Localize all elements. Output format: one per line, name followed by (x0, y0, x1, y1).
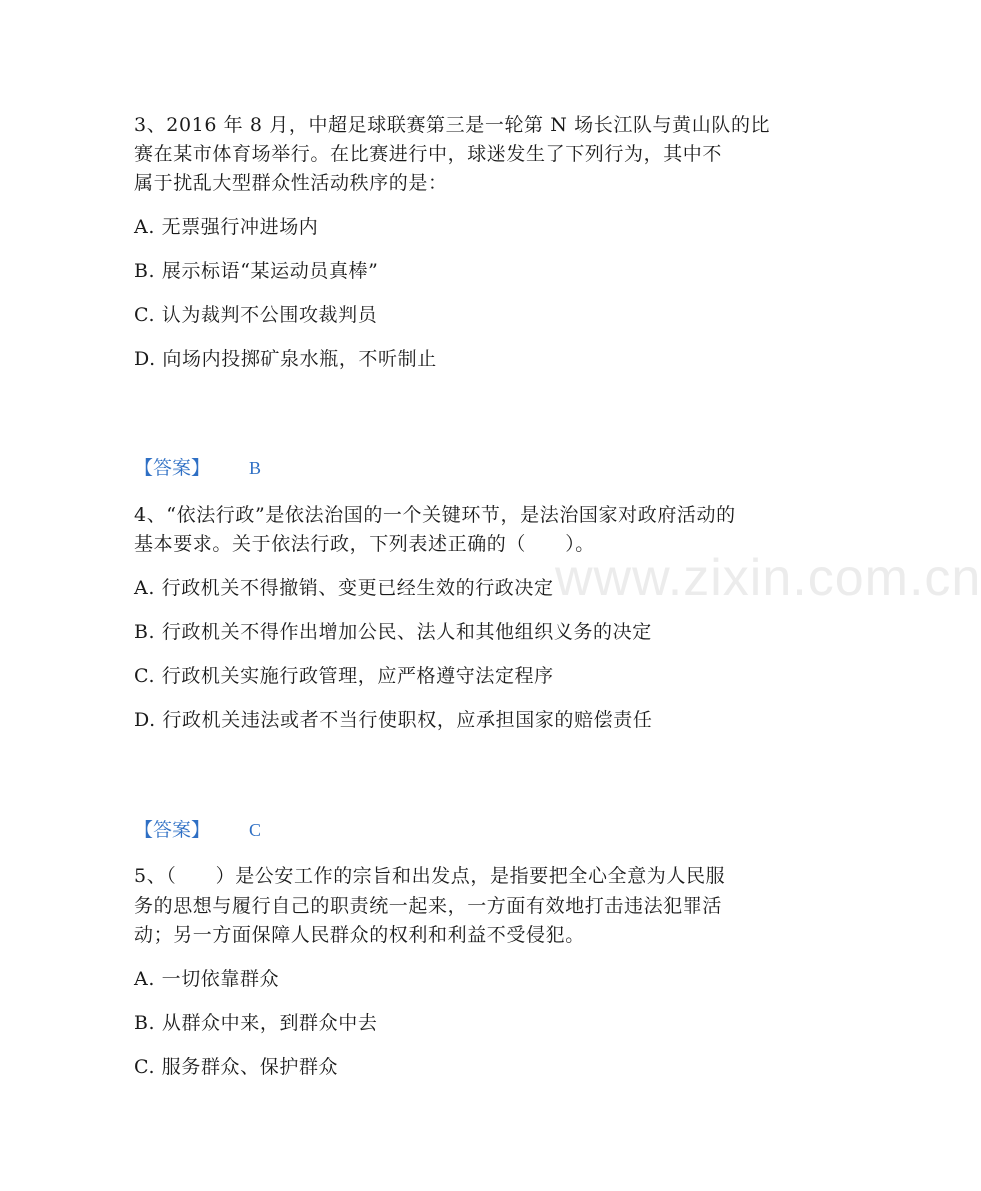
question-stem-line: 赛在某市体育场举行。在比赛进行中，球迷发生了下列行为，其中不 (134, 143, 723, 165)
answer-label: 【答案】 (134, 457, 211, 479)
question-stem-line: 动；另一方面保障人民群众的权利和利益不受侵犯。 (134, 924, 585, 946)
question-stem-line: 4、“依法行政”是依法治国的一个关键环节，是法治国家对政府活动的 (134, 504, 736, 526)
option-a: A. 无票强行冲进场内 (134, 216, 319, 238)
answer-value: C (249, 820, 262, 840)
option-c: C. 行政机关实施行政管理，应严格遵守法定程序 (134, 665, 554, 687)
answer-value: B (249, 458, 262, 478)
option-b: B. 行政机关不得作出增加公民、法人和其他组织义务的决定 (134, 621, 652, 643)
question-stem-line: 基本要求。关于依法行政，下列表述正确的（ ）。 (134, 533, 595, 555)
option-c: C. 服务群众、保护群众 (134, 1056, 339, 1078)
option-a: A. 行政机关不得撤销、变更已经生效的行政决定 (134, 577, 554, 599)
option-d: D. 行政机关违法或者不当行使职权，应承担国家的赔偿责任 (134, 709, 653, 731)
question-stem-line: 3、2016 年 8 月，中超足球联赛第三是一轮第 N 场长江队与黄山队的比 (134, 114, 771, 136)
option-a: A. 一切依靠群众 (134, 968, 280, 990)
answer-label: 【答案】 (134, 819, 211, 841)
question-stem-line: 务的思想与履行自己的职责统一起来，一方面有效地打击违法犯罪活 (134, 895, 723, 917)
option-b: B. 从群众中来，到群众中去 (134, 1012, 378, 1034)
watermark: www.zixin.com.cn (555, 549, 981, 607)
question-stem-line: 属于扰乱大型群众性活动秩序的是： (134, 172, 448, 194)
option-c: C. 认为裁判不公围攻裁判员 (134, 304, 378, 326)
option-b: B. 展示标语“某运动员真棒” (134, 260, 379, 282)
option-d: D. 向场内投掷矿泉水瓶，不听制止 (134, 348, 437, 370)
question-stem-line: 5、（ ）是公安工作的宗旨和出发点，是指要把全心全意为人民服 (134, 865, 726, 887)
